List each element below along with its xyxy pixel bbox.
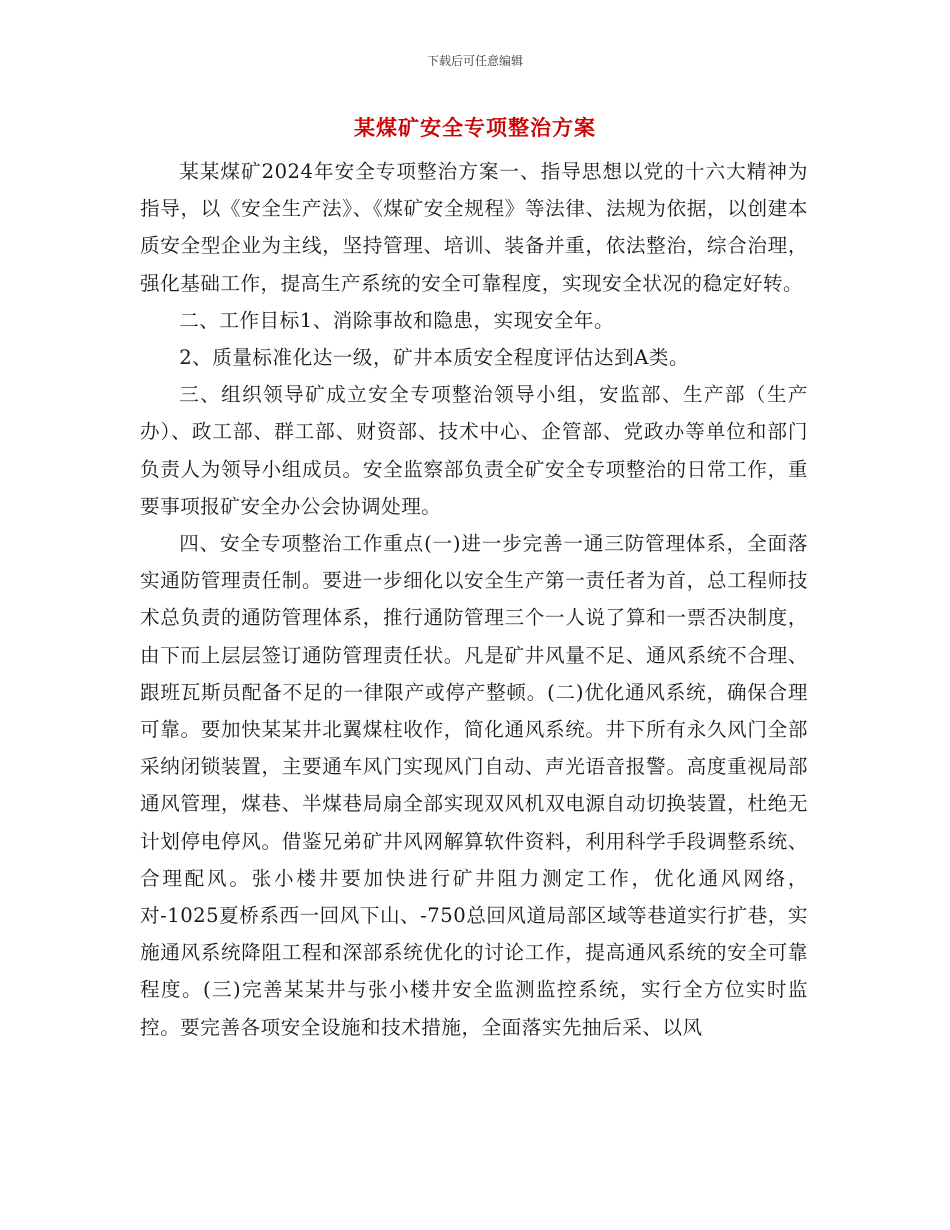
paragraph-work-goal: 二、工作目标1、消除事故和隐患，实现安全年。 bbox=[179, 308, 615, 332]
paragraph-guiding-ideology: 某某煤矿2024年安全专项整治方案一、指导思想以党的十六大精神为指导，以《安全生产法》、《煤矿安全规程》等法律、法规为依据，以创建本质安全型企业为主线，坚持管理、培训、装备并重，依法整治，综合治理，强化基础工作，提高生产系统的安全可靠程度，实现安全状况的稳定好转。 bbox=[140, 160, 808, 295]
document-body bbox=[140, 153, 808, 1046]
header-note: 下载后可任意编辑 bbox=[426, 54, 523, 68]
document-title: 某煤矿安全专项整治方案 bbox=[354, 115, 596, 140]
paragraph-quality-standard: 2、质量标准化达一级，矿井本质安全程度评估达到A类。 bbox=[179, 346, 690, 370]
paragraph-key-work: 四、安全专项整治工作重点(一)进一步完善一通三防管理体系，全面落实通防管理责任制。要进一步细化以安全生产第一责任者为首，总工程师技术总负责的通防管理体系，推行通防管理三个一人说了算和一票否决制度，由下而上层层签订通防管理责任状。凡是矿井风量不足、通风系统不合理、跟班瓦斯员配备不足的一律限产或停产整顿。(二)优化通风系统，确保合理可靠。要加快某某井北翼煤柱收作，简化通风系统。井下所有永久风门全部采纳闭锁装置，主要通车风门实现风门自动、声光语音报警。高度重视局部通风管理，煤巷、半煤巷局扇全部实现双风机双电源自动切换装置，杜绝无计划停电停风。借鉴兄弟矿井风网解算软件资料，利用科学手段调整系统、合理配风。张小楼井要加快进行矿井阻力测定工作，优化通风网络，对-1025夏桥系西一回风下山、-750总回风道局部区域等巷道实行扩巷，实施通风系统降阻工程和深部系统优化的讨论工作，提高通风系统的安全可靠程度。(三)完善某某井与张小楼井安全监测监控系统，实行全方位实时监控。要完善各项安全设施和技术措施，全面落实先抽后采、以风 bbox=[140, 532, 808, 1039]
paragraph-organization-leadership: 三、组织领导矿成立安全专项整治领导小组，安监部、生产部（生产办）、政工部、群工部、财资部、技术中心、企管部、党政办等单位和部门负责人为领导小组成员。安全监察部负责全矿安全专项整治的日常工作，重要事项报矿安全办公会协调处理。 bbox=[140, 383, 808, 518]
